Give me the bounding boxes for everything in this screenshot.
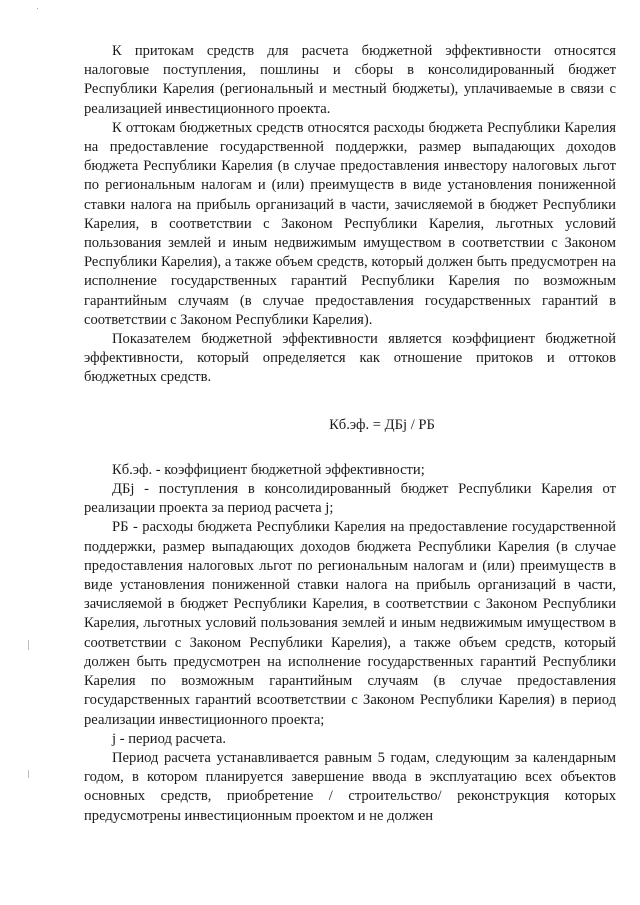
margin-tick (28, 770, 29, 778)
document-body (84, 42, 616, 826)
definition-expenses: РБ - расходы бюджета Республики Карелия на предоставление государственной поддержки, размер выпадающих доходов бюджета Республики Карелия (в случае предоставления налоговых льгот по региональным налогам и (или) преимуществ в виде установления пониженной ставки налога на прибыль организаций в части, зачисляемой в бюджет Республики Карелия, в соответствии с Законом Республики Карелия, льготных условий пользования землей и иным недвижимым имуществом в соответствии с Законом Республики Карелия), а также объем средств, который должен быть предусмотрен на исполнение государственных гарантий Республики Карелия по возможным гарантийным случаям (в случае предоставления государственных гарантий всоответствии с Законом Республики Карелия) в период реализации инвестиционного проекта; (84, 519, 616, 728)
margin-tick (28, 640, 29, 650)
definition-period: j - период расчета. (112, 730, 227, 747)
definition-revenue: ДБj - поступления в консолидированный бюджет Республики Карелия от реализации проекта за период расчета j; (84, 481, 616, 517)
paragraph-indicator: Показателем бюджетной эффективности является коэффициент бюджетной эффективности, который определяется как отношение притоков и оттоков бюджетных средств. (84, 331, 616, 386)
paragraph-period: Период расчета устанавливается равным 5 годам, следующим за календарным годом, в котором планируется завершение ввода в эксплуатацию всех объектов основных средств, приобретение / строительство/ реконструкция которых предусмотрены инвестиционным проектом и не должен (84, 749, 616, 824)
formula: Кб.эф. = ДБj / РБ (329, 416, 435, 433)
paragraph-outflows: К оттокам бюджетных средств относятся расходы бюджета Республики Карелия на предоставление государственной поддержки, размер выпадающих доходов бюджета Республики Карелия (в случае предоставления инвестору налоговых льгот по региональным налогам и (или) преимуществ в виде установления пониженной ставки налога на прибыль организаций в части, зачисляемой в бюджет Республики Карелия, в соответствии с Законом Республики Карелия, льготных условий пользования землей и иным недвижимым имуществом в соответствии с Законом Республики Карелия), а также объем средств, который должен быть предусмотрен на исполнение государственных гарантий Республики Карелия по возможным гарантийным случаям (в случае предоставления государственных гарантий в соответствии с Законом Республики Карелия). (84, 119, 616, 328)
paragraph-inflows: К притокам средств для расчета бюджетной эффективности относятся налоговые поступления, пошлины и сборы в консолидированный бюджет Республики Карелия (региональный и местный бюджеты), уплачиваемые в связи с реализацией инвестиционного проекта. (84, 43, 616, 117)
corner-mark: · (36, 4, 39, 13)
definition-coefficient: Кб.эф. - коэффициент бюджетной эффективности; (112, 461, 425, 478)
